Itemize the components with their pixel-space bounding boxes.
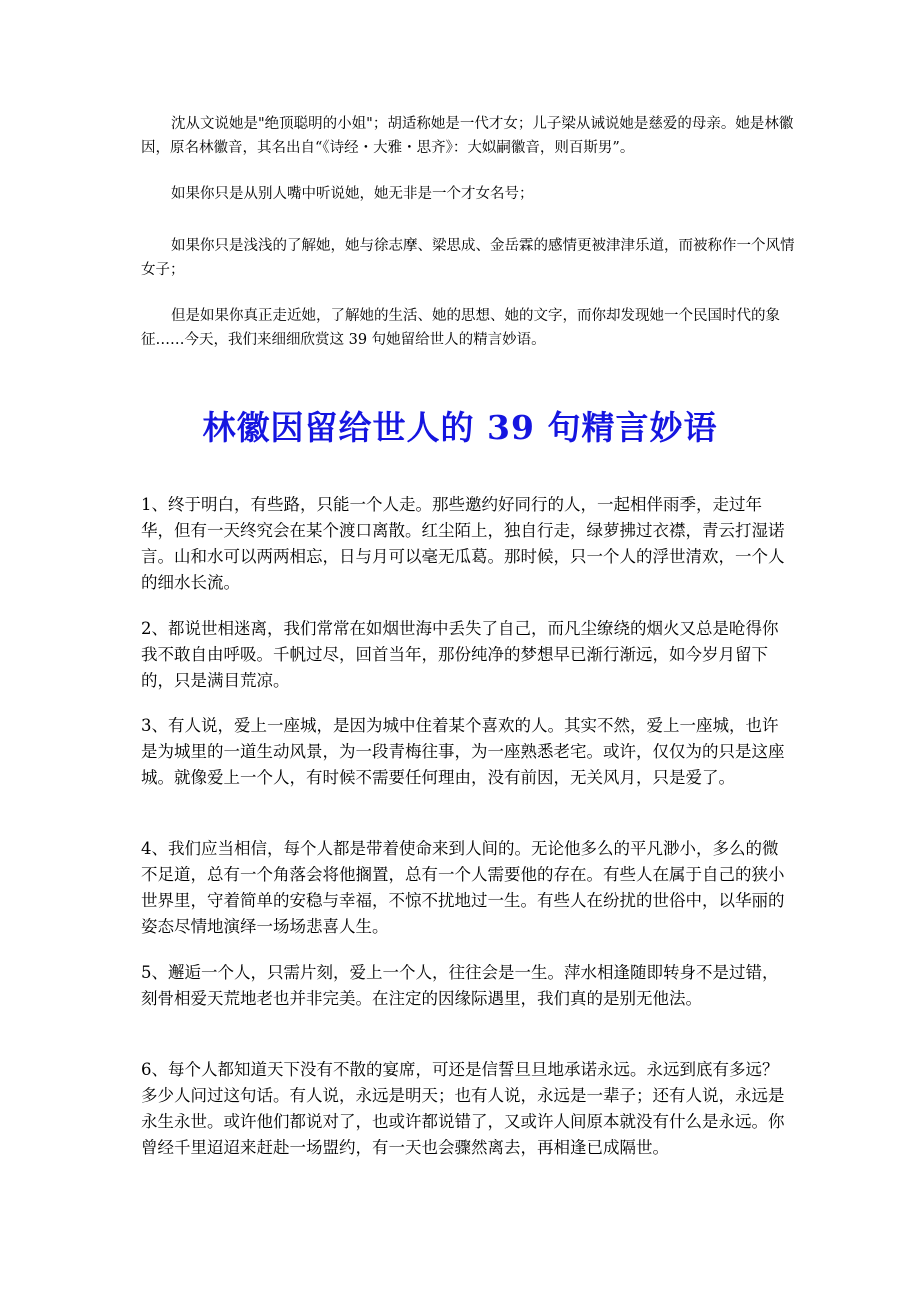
quote-item-5: 5、邂逅一个人，只需片刻，爱上一个人，往往会是一生。萍水相逢随即转身不是过错，刻骨相爱天荒地老也并非完美。在注定的因缘际遇里，我们真的是别无他法。 [141,963,779,1008]
page-title: 林徽因留给世人的 39 句精言妙语 [202,408,718,447]
quote-item-3: 3、有人说，爱上一座城，是因为城中住着某个喜欢的人。其实不然，爱上一座城，也许是为城里的一道生动风景，为一段青梅往事，为一座熟悉老宅。或许，仅仅为的只是这座城。就像爱上一个人，有时候不需要任何理由，没有前因，无关风月，只是爱了。 [141,716,785,787]
quote-item-6: 6、每个人都知道天下没有不散的宴席，可还是信誓旦旦地承诺永远。永远到底有多远？多少人问过这句话。有人说，永远是明天；也有人说，永远是一辈子；还有人说，永远是永生永世。或许他们都说对了，也或许都说错了，又或许人间原本就没有什么是永远。你曾经千里迢迢来赶赴一场盟约，有一天也会骤然离去，再相逢已成隔世。 [141,1060,785,1157]
intro-paragraph-3: 如果你只是浅浅的了解她，她与徐志摩、梁思成、金岳霖的感情更被津津乐道，而被称作一个风情女子； [141,238,795,278]
intro-paragraph-2: 如果你只是从别人嘴中听说她，她无非是一个才女名号； [171,186,534,202]
quote-item-2: 2、都说世相迷离，我们常常在如烟世海中丢失了自己，而凡尘缭绕的烟火又总是呛得你我不敢自由呼吸。千帆过尽，回首当年，那份纯净的梦想早已渐行渐远，如今岁月留下的，只是满目荒凉。 [141,619,779,690]
intro-paragraph-4: 但是如果你真正走近她，了解她的生活、她的思想、她的文字，而你却发现她一个民国时代的象征……今天，我们来细细欣赏这 39 句她留给世人的精言妙语。 [141,308,780,348]
quote-item-1: 1、终于明白，有些路，只能一个人走。那些邀约好同行的人，一起相伴雨季，走过年华，但有一天终究会在某个渡口离散。红尘陌上，独自行走，绿萝拂过衣襟，青云打湿诺言。山和水可以两两相忘，日与月可以毫无瓜葛。那时候，只一个人的浮世清欢，一个人的细水长流。 [141,495,785,592]
quote-item-4: 4、我们应当相信，每个人都是带着使命来到人间的。无论他多么的平凡渺小，多么的微不足道，总有一个角落会将他搁置，总有一个人需要他的存在。有些人在属于自己的狭小世界里，守着简单的安稳与幸福，不惊不扰地过一生。有些人在纷扰的世俗中，以华丽的姿态尽情地演绎一场场悲喜人生。 [141,839,785,936]
intro-paragraph-1: 沈从文说她是"绝顶聪明的小姐"；胡适称她是一代才女；儿子梁从诫说她是慈爱的母亲。她是林徽因，原名林徽音，其名出自“《诗经・大雅・思齐》：大姒嗣徽音，则百斯男”。 [141,116,794,156]
